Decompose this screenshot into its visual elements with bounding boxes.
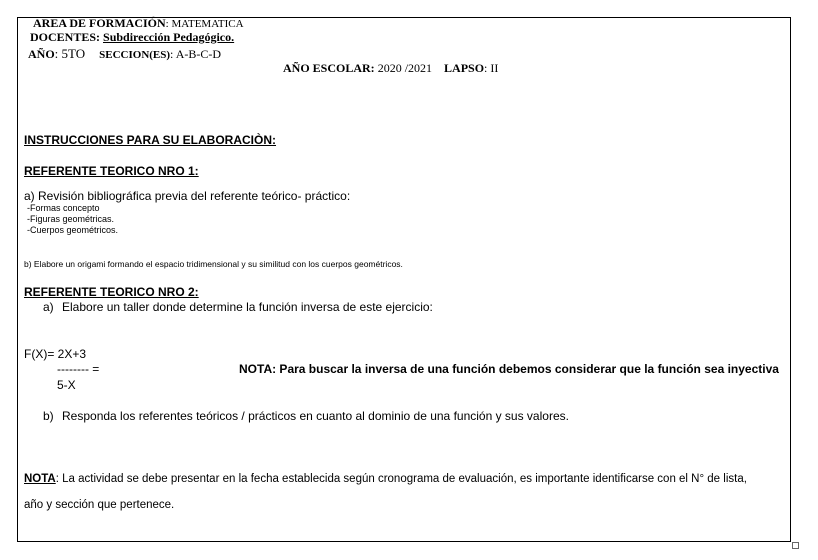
ref2-item-b-marker: b) [43, 409, 54, 423]
formula-fraction-bar: -------- = [57, 362, 100, 376]
anio-escolar-line [283, 62, 498, 75]
area-value: : MATEMATICA [165, 18, 244, 30]
document-frame [17, 17, 791, 542]
anio-escolar-value: 2020 /2021 [374, 61, 433, 75]
nota-inline: NOTA: Para buscar la inversa de una función debemos considerar que la función sea inyectiva [239, 362, 779, 376]
resize-handle[interactable] [792, 542, 799, 549]
docentes-value: Subdirección Pedagógico. [103, 30, 235, 44]
seccion-label: SECCION(ES) [99, 49, 171, 61]
area-label: AREA DE FORMACIÓN [33, 16, 166, 30]
docentes-label: DOCENTES: [30, 30, 101, 44]
ref1-heading: REFERENTE TEORICO NRO 1: [24, 164, 199, 178]
ref2-item-b: Responda los referentes teóricos / prácticos en cuanto al dominio de una función y sus valores. [62, 409, 569, 423]
anio-label: AÑO [28, 47, 55, 61]
area-line [33, 17, 244, 30]
ref1-subitem: -Figuras geométricas. [27, 214, 115, 224]
ref1-item-b: b) Elabore un origami formando el espacio tridimensional y su similitud con los cuerpos geométricos. [24, 259, 403, 269]
ref2-item-a-marker: a) [43, 300, 54, 314]
nota-final-line1 [24, 473, 747, 486]
anio-escolar-label: AÑO ESCOLAR: [283, 61, 375, 75]
formula-numerator: F(X)= 2X+3 [24, 347, 87, 361]
lapso-label: LAPSO [444, 61, 485, 75]
ref1-item-a: a) Revisión bibliográfica previa del referente teórico- práctico: [24, 189, 351, 203]
nota-final-line2: año y sección que pertenece. [24, 499, 175, 511]
formula-denominator: 5-X [57, 378, 76, 392]
anio-value: : 5TO [54, 46, 86, 61]
ref2-item-a: Elabore un taller donde determine la función inversa de este ejercicio: [62, 300, 433, 314]
nota-label: NOTA [24, 473, 56, 485]
lapso-value: : II [484, 61, 499, 75]
instrucciones-heading: INSTRUCCIONES PARA SU ELABORACIÒN: [24, 133, 277, 147]
ref1-subitem: -Formas concepto [27, 203, 100, 213]
ref2-heading: REFERENTE TEORICO NRO 2: [24, 285, 199, 299]
nota-text: : La actividad se debe presentar en la fecha establecida según cronograma de evaluación, es importante identificarse con el N° de lista, [55, 473, 747, 485]
docentes-line [30, 31, 234, 44]
ref1-subitem: -Cuerpos geométricos. [27, 225, 119, 235]
anio-seccion-line [28, 47, 221, 61]
seccion-value: : A-B-C-D [170, 47, 222, 61]
